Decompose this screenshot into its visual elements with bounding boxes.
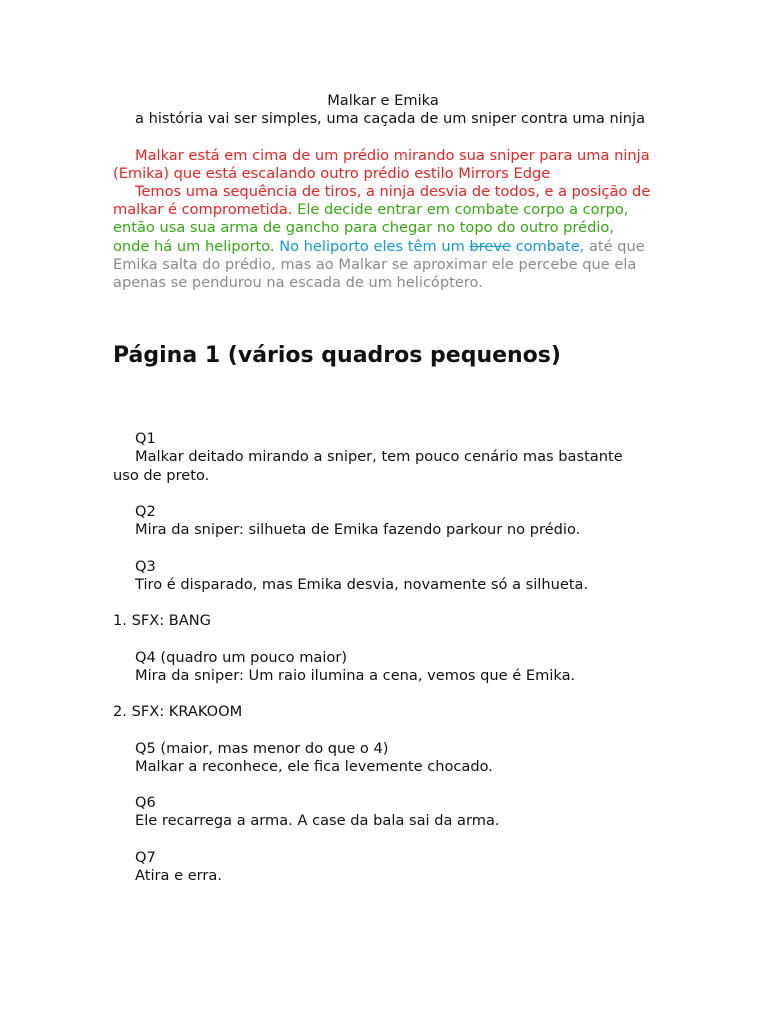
synopsis-red-text-2: Temos uma sequência de tiros, a ninja desvia de todos, e a posição de malkar é comprometida. [113, 183, 651, 219]
blank-line [113, 128, 653, 146]
blank-line [113, 594, 653, 612]
blank-line [113, 831, 653, 849]
spacer [113, 292, 653, 342]
synopsis-struck-word: breve [469, 237, 511, 255]
panel-text: Mira da sniper: silhueta de Emika fazendo parkour no prédio. [135, 521, 581, 539]
spacer [113, 370, 653, 430]
panel-text: Atira e erra. [135, 866, 223, 884]
panel-text: Ele recarrega a arma. A case da bala sai da arma. [135, 812, 500, 830]
blank-line [113, 539, 653, 557]
document-page [113, 92, 653, 885]
panel-text: Malkar deitado mirando a sniper, tem pouco cenário mas bastante uso de preto. [113, 448, 623, 484]
blank-line [113, 721, 653, 739]
panel-text: Tiro é disparado, mas Emika desvia, novamente só a silhueta. [135, 575, 589, 593]
panel-label: Q3 [135, 557, 156, 575]
panel-label: Q4 (quadro um pouco maior) [135, 648, 348, 666]
panel-label: Q1 [135, 430, 156, 448]
sfx-line: 1. SFX: BANG [113, 612, 211, 630]
synopsis-blue-text-2: combate, [510, 237, 585, 255]
document-title: Malkar e Emika [327, 92, 439, 109]
synopsis-green-text: Ele decide entrar em combate corpo a corpo, então usa sua arma de gancho para chegar no topo do outro prédio, onde há um heliporto. [113, 201, 629, 255]
blank-line [113, 685, 653, 703]
synopsis-red-text-1: Malkar está em cima de um prédio mirando sua sniper para uma ninja (Emika) que está escalando outro prédio estilo Mirrors Edge [113, 146, 650, 182]
panel-list [113, 430, 653, 885]
sfx-line: 2. SFX: KRAKOOM [113, 703, 243, 721]
panel-text: Malkar a reconhece, ele fica levemente chocado. [135, 757, 493, 775]
synopsis-paragraph-1 [113, 147, 653, 183]
panel-label: Q6 [135, 794, 156, 812]
page-heading: Página 1 (vários quadros pequenos) [113, 343, 561, 369]
intro-paragraph: a história vai ser simples, uma caçada de um sniper contra uma ninja [135, 110, 646, 128]
blank-line [113, 630, 653, 648]
panel-label: Q5 (maior, mas menor do que o 4) [135, 739, 389, 757]
synopsis-gray-text: até que Emika salta do prédio, mas ao Malkar se aproximar ele percebe que ela apenas se pendurou na escada de um helicóptero. [113, 237, 645, 292]
panel-text: Mira da sniper: Um raio ilumina a cena, vemos que é Emika. [135, 666, 576, 684]
blank-line [113, 485, 653, 503]
blank-line [113, 776, 653, 794]
synopsis-paragraph-2 [113, 183, 653, 292]
synopsis-blue-text: No heliporto eles têm um [274, 237, 470, 255]
panel-label: Q7 [135, 848, 156, 866]
panel-label: Q2 [135, 503, 156, 521]
